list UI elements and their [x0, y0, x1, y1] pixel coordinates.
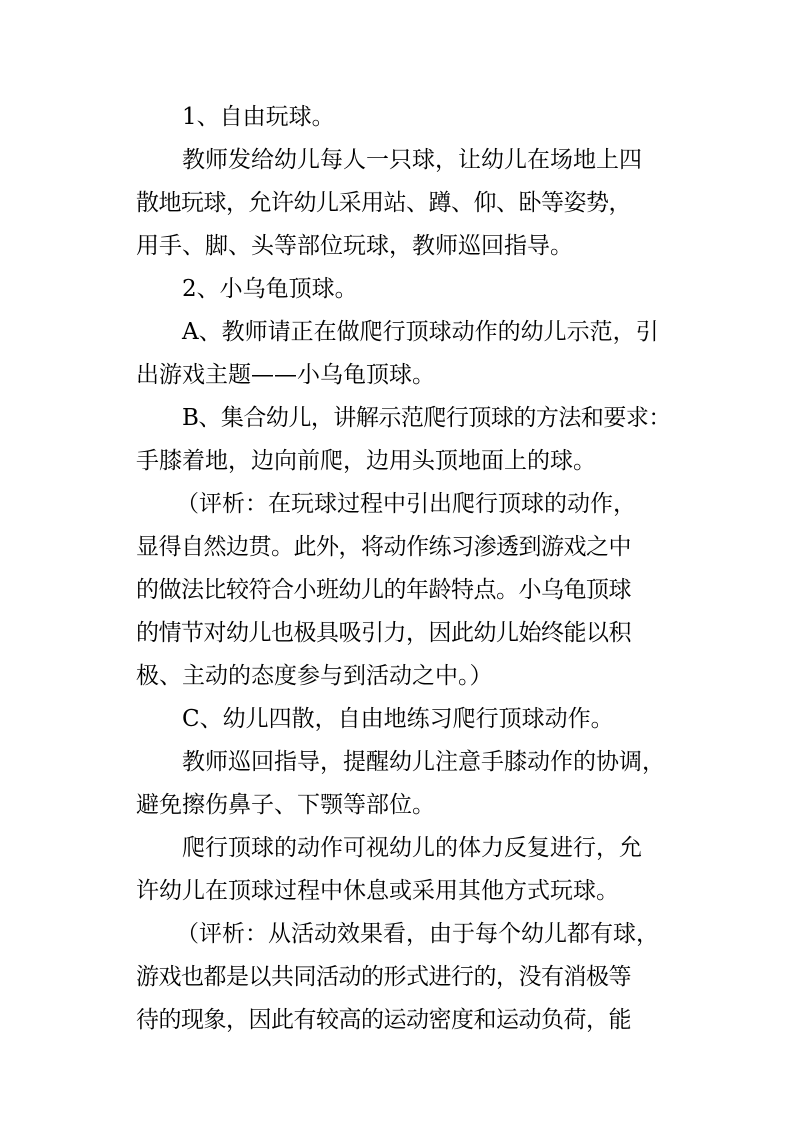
- paragraph-line: 用手、脚、头等部位玩球，教师巡回指导。: [136, 233, 573, 259]
- comment-line: （评析：在玩球过程中引出爬行顶球的动作，: [176, 491, 636, 517]
- paragraph-line: 教师巡回指导，提醒幼儿注意手膝动作的协调，: [182, 749, 665, 775]
- comment-line: 极、主动的态度参与到活动之中。）: [136, 663, 493, 689]
- comment-line: 游戏也都是以共同活动的形式进行的，没有消极等: [136, 964, 631, 990]
- comment-line: 的做法比较符合小班幼儿的年龄特点。小乌龟顶球: [136, 577, 631, 603]
- paragraph-line: A、教师请正在做爬行顶球动作的幼儿示范，引: [182, 319, 659, 345]
- comment-line: （评析：从活动效果看，由于每个幼儿都有球，: [176, 921, 659, 947]
- paragraph-line: 教师发给幼儿每人一只球，让幼儿在场地上四: [182, 147, 642, 173]
- paragraph-line: 避免擦伤鼻子、下颚等部位。: [136, 792, 435, 818]
- comment-line: 待的现象，因此有较高的运动密度和运动负荷，能: [136, 1007, 631, 1033]
- paragraph-line: C、幼儿四散，自由地练习爬行顶球动作。: [182, 706, 614, 732]
- paragraph-line: 爬行顶球的动作可视幼儿的体力反复进行，允: [182, 835, 642, 861]
- comment-line: 显得自然边贯。此外，将动作练习渗透到游戏之中: [136, 534, 631, 560]
- paragraph-line: 许幼儿在顶球过程中休息或采用其他方式玩球。: [136, 878, 619, 904]
- section-heading-turtle-ball: 2、小乌龟顶球。: [182, 276, 358, 302]
- paragraph-line: 散地玩球，允许幼儿采用站、蹲、仰、卧等姿势，: [136, 190, 631, 216]
- paragraph-line: 手膝着地，边向前爬，边用头顶地面上的球。: [136, 448, 596, 474]
- document-body: [136, 96, 671, 1042]
- paragraph-line: 出游戏主题——小乌龟顶球。: [136, 362, 435, 388]
- comment-line: 的情节对幼儿也极具吸引力，因此幼儿始终能以积: [136, 620, 631, 646]
- section-heading-free-play: 1、自由玩球。: [182, 104, 335, 130]
- paragraph-line: B、集合幼儿，讲解示范爬行顶球的方法和要求：: [182, 405, 671, 431]
